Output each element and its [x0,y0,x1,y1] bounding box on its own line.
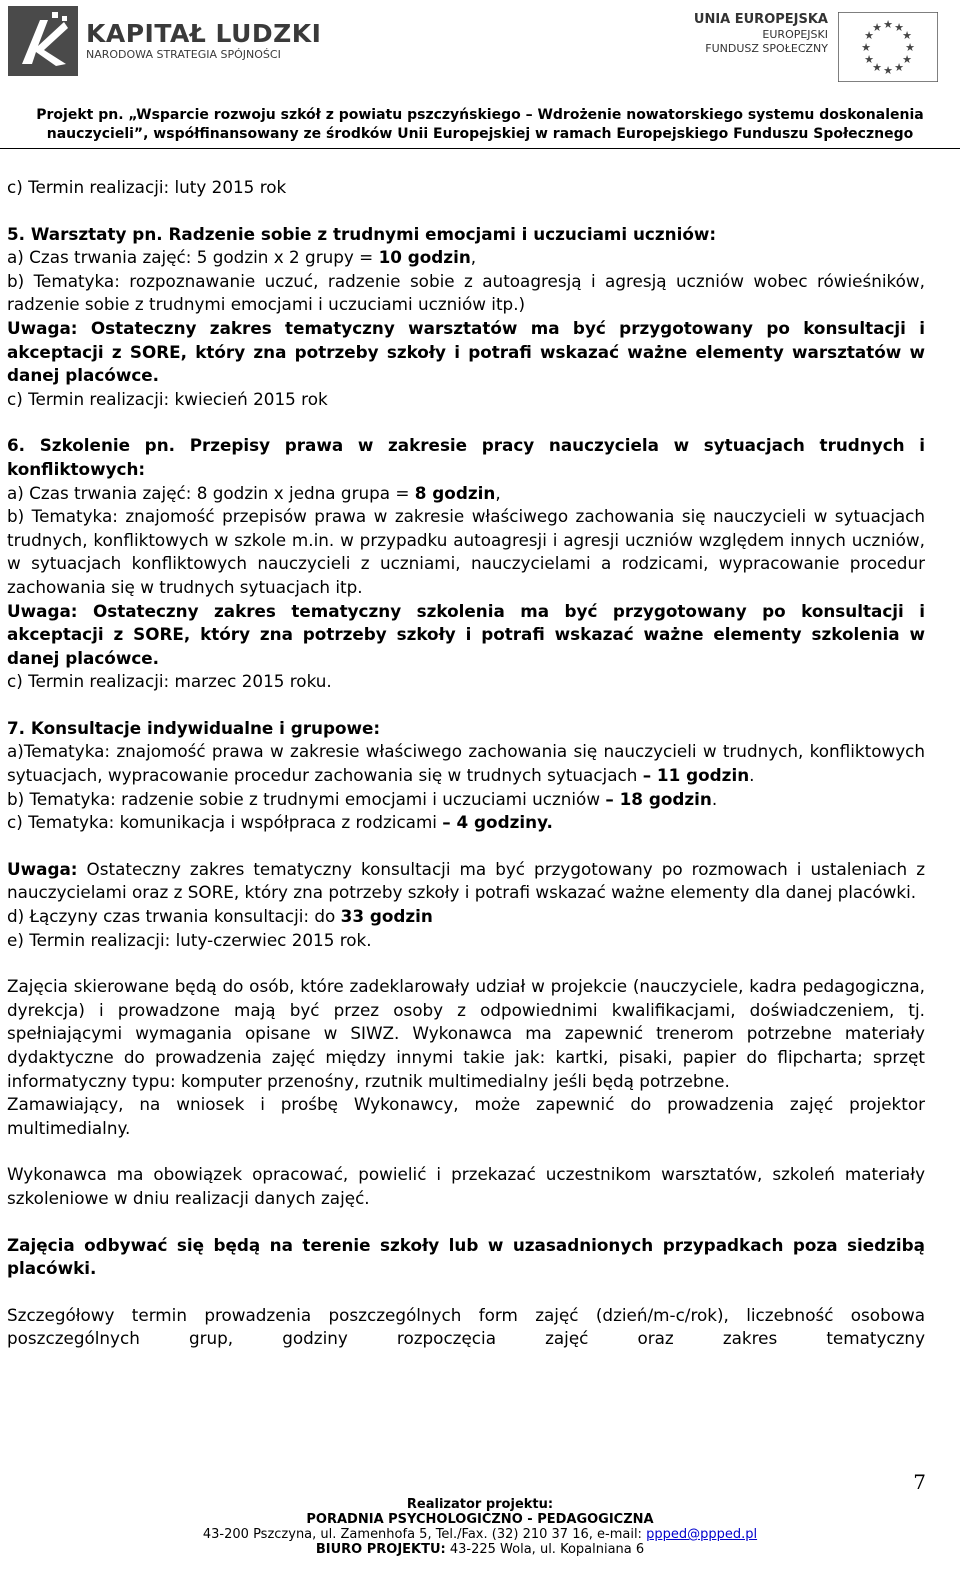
section-5-note: Uwaga: Ostateczny zakres tematyczny warsztatów ma być przygotowany po konsultacji i akceptacji z SORE, który zna potrzeby szkoły i potrafi wskazać ważne elementy warsztatów w danej placówce. [7,317,925,386]
paragraph-schedule: Szczegółowy termin prowadzenia poszczególnych form zajęć (dzień/m-c/rok), liczebność osobowa poszczególnych grup, godziny rozpoczęcia zajęć oraz zakres tematyczny [7,1304,925,1349]
project-title-line1: Projekt pn. „Wsparcie rozwoju szkół z powiatu pszczyńskiego – Wdrożenie nowatorskiego systemu doskonalenia [36,107,924,123]
kapital-ludzki-logo [8,6,321,76]
section-7-note: Uwaga: Ostateczny zakres tematyczny konsultacji ma być przygotowany po rozmowach i ustaleniach z nauczycielami oraz z SORE, który zna potrzeby szkoły i potrafi wskazać ważne elementy dla danej placówki. [7,858,925,903]
section-7-term: e) Termin realizacji: luty-czerwiec 2015 rok. [7,929,372,950]
footer-address: 43-200 Pszczyna, ul. Zamenhofa 5, Tel./Fax. (32) 210 37 16, e-mail: ppped@ppped.pl [202,1527,758,1542]
header-logos [0,0,960,96]
ue-fund-line1: EUROPEJSKI [762,28,828,41]
section-7-total: d) Łączyny czas trwania konsultacji: do 33 godzin [7,906,433,927]
svg-text:★: ★ [883,18,893,31]
section-5-topics: b) Tematyka: rozpoznawanie uczuć, radzenie sobie z autoagresją i agresją uczniów wobec rówieśników, radzenie sobie z trudnymi emocjami i uczuciami uczniów itp.) [7,270,925,315]
section-6-duration: a) Czas trwania zajęć: 8 godzin x jedna grupa = 8 godzin, [7,482,501,503]
term-february: c) Termin realizacji: luty 2015 rok [7,177,287,197]
section-5-title: 5. Warsztaty pn. Radzenie sobie z trudnymi emocjami i uczuciami uczniów: [7,223,717,244]
section-7-title: 7. Konsultacje indywidualne i grupowe: [7,717,381,738]
document-body [7,176,925,1351]
paragraph-participants: Zajęcia skierowane będą do osób, które zadeklarowały udział w projekcie (nauczyciele, kadra pedagogiczna, dyrekcja) i prowadzone mają być przez osoby z odpowiednimi kwalifikacjami, doświadczeniem, tj. spełniającymi wymagania opisane w SIWZ. Wykonawca ma zapewnić trenerom potrzebne materiały dydaktyczne do prowadzenia zajęć między innymi takie jak: kartki, pisaki, papier do flipcharta; sprzęt informatyczny typu: komputer przenośny, rzutnik multimedialny jeśli będą potrzebne. [7,976,925,1091]
svg-text:★: ★ [894,21,904,34]
section-6-term: c) Termin realizacji: marzec 2015 roku. [7,671,332,692]
ue-efs-logo [694,12,938,82]
section-6-topics: b) Tematyka: znajomość przepisów prawa w zakresie właściwego zachowania się nauczycieli w sytuacjach trudnych, konfliktowych w szkole m.in. w przypadku autoagresji i agresji uczniów względem innych uczniów, w sytuacjach konfliktowych nauczycieli z uczniami, nauczycielami a rodzicami, wypracowanie procedur zachowania się w trudnych sytuacjach itp. [7,506,925,597]
ue-fund-line2: FUNDUSZ SPOŁECZNY [705,42,828,55]
svg-text:★: ★ [872,21,882,34]
kapital-ludzki-emblem-icon [8,6,78,76]
svg-text:★: ★ [861,41,871,54]
svg-text:★: ★ [883,64,893,77]
svg-text:★: ★ [905,41,915,54]
footer-office: BIURO PROJEKTU: 43-225 Wola, ul. Kopalniana 6 [315,1542,645,1557]
paragraph-materials: Wykonawca ma obowiązek opracować, powielić i przekazać uczestnikom warsztatów, szkoleń materiały szkoleniowe w dniu realizacji danych zajęć. [7,1164,925,1208]
footer [0,1497,960,1557]
section-7-topic-b: b) Tematyka: radzenie sobie z trudnymi emocjami i uczuciami uczniów – 18 godzin. [7,788,718,809]
kapital-ludzki-title: KAPITAŁ LUDZKI [86,19,322,48]
page-number: 7 [913,1470,926,1494]
section-6-note: Uwaga: Ostateczny zakres tematyczny szkolenia ma być przygotowany po konsultacji i akceptacji z SORE, który zna potrzeby szkoły i potrafi wskazać ważne elementy szkolenia w danej placówce. [7,600,925,668]
ue-title: UNIA EUROPEJSKA [693,12,828,27]
kapital-ludzki-subtitle: NARODOWA STRATEGIA SPÓJNOŚCI [86,48,281,61]
paragraph-projector: Zamawiający, na wniosek i prośbę Wykonawcy, może zapewnić do prowadzenia zajęć projektor multimedialny. [7,1094,925,1138]
svg-text:★: ★ [864,29,874,42]
paragraph-location: Zajęcia odbywać się będą na terenie szkoły lub w uzasadnionych przypadkach poza siedzibą placówki. [7,1234,925,1279]
footer-realizator-label: Realizator projektu: [406,1497,554,1512]
section-7-topic-a: a)Tematyka: znajomość prawa w zakresie właściwego zachowania się nauczycieli w trudnych, konfliktowych sytuacjach, wypracowanie procedur zachowania się w trudnych sytuacjach – 11 godzin. [7,741,925,786]
section-5-duration: a) Czas trwania zajęć: 5 godzin x 2 grupy = 10 godzin, [7,247,477,268]
footer-email-link[interactable]: ppped@ppped.pl [646,1527,758,1542]
project-title [0,106,960,144]
section-5-term: c) Termin realizacji: kwiecień 2015 rok [7,388,328,409]
eu-flag-icon [838,12,938,82]
section-6-title: 6. Szkolenie pn. Przepisy prawa w zakresie pracy nauczyciela w sytuacjach trudnych i konfliktowych: [7,435,925,479]
svg-text:★: ★ [872,61,882,74]
footer-organization: PORADNIA PSYCHOLOGICZNO - PEDAGOGICZNA [306,1512,654,1527]
svg-text:★: ★ [902,29,912,42]
svg-text:★: ★ [902,53,912,66]
section-7-topic-c: c) Tematyka: komunikacja i współpraca z rodzicami – 4 godziny. [7,812,553,833]
header-divider [0,148,960,149]
project-title-line2: nauczycieli”, współfinansowany ze środków Unii Europejskiej w ramach Europejskiego Funduszu Społecznego [46,126,914,142]
svg-text:★: ★ [864,53,874,66]
svg-text:★: ★ [894,61,904,74]
